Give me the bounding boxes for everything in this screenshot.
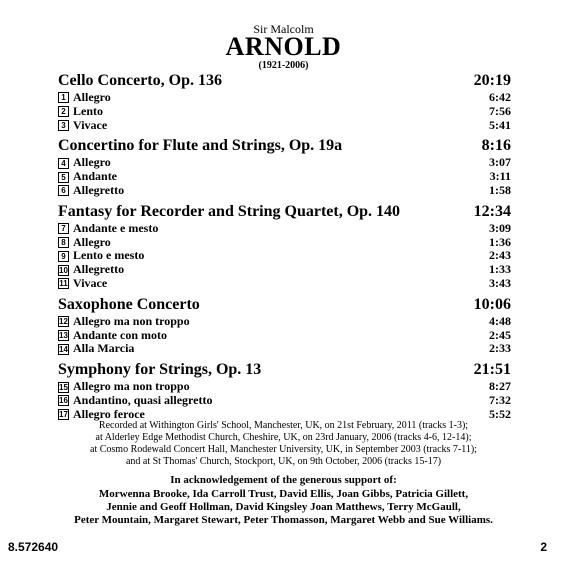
movement-title: Allegro xyxy=(73,90,111,104)
catalog-number: 8.572640 xyxy=(8,540,59,554)
work-duration: 21:51 xyxy=(473,361,511,379)
movement-title: Allegro xyxy=(73,234,111,249)
acknowledgement-title: In acknowledgement of the generous support of: xyxy=(170,474,397,486)
movement-row xyxy=(58,342,511,356)
work-title: Fantasy for Recorder and String Quartet, Op. 140 xyxy=(58,202,401,220)
movement-time: 7:56 xyxy=(489,103,511,118)
track-number-box: 3 xyxy=(58,120,69,131)
movement-row xyxy=(58,394,511,408)
movement-row xyxy=(58,249,511,263)
movement-time: 4:48 xyxy=(489,313,511,328)
work-section xyxy=(58,136,511,197)
work-title: Saxophone Concerto xyxy=(58,295,200,313)
movement-label xyxy=(58,380,190,394)
movement-label xyxy=(58,105,103,119)
work-section xyxy=(58,202,511,291)
work-duration: 10:06 xyxy=(473,295,511,313)
movement-time: 3:07 xyxy=(489,155,511,170)
movement-row xyxy=(58,380,511,394)
composer-prefix: Sir Malcolm xyxy=(253,22,314,36)
movement-row xyxy=(58,156,511,170)
movement-time: 2:33 xyxy=(489,341,511,356)
work-duration: 20:19 xyxy=(473,72,511,89)
movement-title: Allegro ma non troppo xyxy=(73,313,190,328)
movement-row xyxy=(58,119,511,133)
track-number-box: 4 xyxy=(58,158,69,169)
movement-row xyxy=(58,329,511,343)
acknowledgement-line: Jennie and Geoff Hollman, David Kingsley Joan Matthews, Terry McGaull, xyxy=(106,501,461,513)
movement-row xyxy=(58,184,511,198)
work-title: Symphony for Strings, Op. 13 xyxy=(58,361,262,379)
track-number-box: 7 xyxy=(58,223,69,234)
movement-title: Allegretto xyxy=(73,182,125,197)
movement-row xyxy=(58,91,511,105)
movement-title: Allegro ma non troppo xyxy=(73,379,190,394)
acknowledgement-line: Morwenna Brooke, Ida Carroll Trust, David Ellis, Joan Gibbs, Patricia Gillett, xyxy=(98,488,469,500)
movement-label xyxy=(58,394,212,408)
recording-note-line: at Alderley Edge Methodist Church, Cheshire, UK, on 23rd January, 2006 (tracks 4-6, 12-14); xyxy=(95,432,472,443)
movement-label xyxy=(58,170,117,184)
track-number-box: 10 xyxy=(59,265,68,275)
movement-title: Lento e mesto xyxy=(73,248,145,263)
work-section xyxy=(58,71,511,132)
movement-label xyxy=(58,263,124,277)
movement-title: Allegro feroce xyxy=(73,406,145,421)
movement-time: 6:42 xyxy=(489,90,511,104)
page-number: 2 xyxy=(540,540,547,554)
movement-label xyxy=(58,315,190,329)
track-number-box: 1 xyxy=(58,92,69,103)
movement-label xyxy=(58,91,111,105)
movement-title: Allegro xyxy=(73,155,111,170)
track-listing xyxy=(58,71,511,422)
movement-time: 1:33 xyxy=(489,262,511,277)
track-number-box: 11 xyxy=(59,279,68,289)
work-section xyxy=(58,295,511,356)
track-number-box: 16 xyxy=(59,396,68,406)
movement-label xyxy=(58,222,158,236)
movement-time: 3:09 xyxy=(489,220,511,235)
work-header xyxy=(58,136,511,156)
recording-notes xyxy=(0,420,567,468)
movement-time: 8:27 xyxy=(489,379,511,394)
recording-note-line: at Cosmo Rodewald Concert Hall, Manchester University, UK, in September 2003 (tracks 7-11); xyxy=(90,444,477,455)
movement-row xyxy=(58,236,511,250)
track-number-box: 2 xyxy=(58,106,69,117)
track-number-box: 8 xyxy=(58,237,69,248)
track-number-box: 13 xyxy=(59,330,68,340)
movement-time: 5:52 xyxy=(489,406,511,421)
movement-label xyxy=(58,119,107,133)
movement-label xyxy=(58,249,144,263)
movement-time: 5:41 xyxy=(489,117,511,132)
movement-title: Andante e mesto xyxy=(73,220,159,235)
movement-time: 7:32 xyxy=(489,392,511,407)
movement-label xyxy=(58,342,134,356)
movement-time: 2:43 xyxy=(489,248,511,263)
work-section xyxy=(58,360,511,421)
movement-title: Vivace xyxy=(73,275,108,290)
movement-label xyxy=(58,236,111,250)
movement-row xyxy=(58,170,511,184)
work-header xyxy=(58,71,511,91)
work-header xyxy=(58,295,511,315)
work-duration: 8:16 xyxy=(481,137,511,155)
movement-time: 2:45 xyxy=(489,327,511,342)
movement-label xyxy=(58,156,111,170)
work-title: Concertino for Flute and Strings, Op. 19a xyxy=(58,137,343,155)
movement-label xyxy=(58,329,167,343)
movement-title: Alla Marcia xyxy=(73,341,135,356)
movement-time: 1:58 xyxy=(489,182,511,197)
composer-dates: (1921-2006) xyxy=(258,60,309,71)
work-header xyxy=(58,202,511,222)
track-number-box: 14 xyxy=(59,344,68,354)
movement-time: 3:11 xyxy=(489,169,511,184)
movement-label xyxy=(58,184,124,198)
movement-row xyxy=(58,263,511,277)
movement-title: Lento xyxy=(73,103,103,118)
movement-title: Andante xyxy=(73,169,118,184)
movement-row xyxy=(58,315,511,329)
movement-label xyxy=(58,277,107,291)
track-number-box: 17 xyxy=(59,410,68,420)
movement-title: Andante con moto xyxy=(73,327,168,342)
movement-time: 1:36 xyxy=(489,234,511,249)
movement-title: Allegretto xyxy=(73,262,125,277)
track-number-box: 5 xyxy=(58,172,69,183)
acknowledgement-line: Peter Mountain, Margaret Stewart, Peter Thomasson, Margaret Webb and Sue Williams. xyxy=(74,514,493,526)
composer-name: ARNOLD xyxy=(225,32,342,61)
track-number-box: 9 xyxy=(58,251,69,262)
track-number-box: 12 xyxy=(59,317,68,327)
movement-title: Vivace xyxy=(73,117,108,132)
track-number-box: 6 xyxy=(58,185,69,196)
work-header xyxy=(58,360,511,380)
work-title: Cello Concerto, Op. 136 xyxy=(58,72,222,89)
work-duration: 12:34 xyxy=(473,202,511,220)
recording-note-line: and at St Thomas' Church, Stockport, UK, on 9th October, 2006 (tracks 15-17) xyxy=(125,456,442,467)
movement-time: 3:43 xyxy=(489,275,511,290)
recording-note-line: Recorded at Withington Girls' School, Manchester, UK, on 21st February, 2011 (tracks 1-3); xyxy=(98,420,469,431)
movement-row xyxy=(58,105,511,119)
movement-title: Andantino, quasi allegretto xyxy=(73,392,213,407)
movement-row xyxy=(58,222,511,236)
track-number-box: 15 xyxy=(59,382,68,392)
acknowledgement-list xyxy=(0,488,567,527)
movement-row xyxy=(58,277,511,291)
